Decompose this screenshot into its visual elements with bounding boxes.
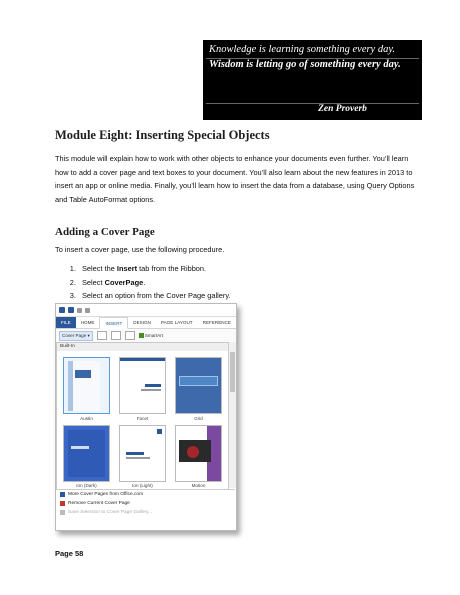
tab-page-layout: PAGE LAYOUT [160,320,193,325]
step-1 [78,262,231,276]
tab-design: DESIGN [133,320,151,325]
quote-box [203,40,422,120]
thumbnail-label: Ion (Light) [132,483,153,488]
thumbnail-grid [175,357,222,414]
menu-item-label: Save Selection to Cover Page Gallery... [68,510,153,515]
tab-file: FILE [56,317,76,328]
section-title: Adding a Cover Page [55,226,155,238]
cover-page-button: Cover Page ▾ [59,331,93,341]
ribbon-tabs [56,317,236,329]
thumbnail-label: Facet [136,416,149,421]
step-text: . [143,277,146,287]
step-text: Select an option from the Cover Page gallery. [82,291,231,300]
cover-page-gallery [56,342,229,490]
undo-icon [77,308,82,313]
steps-list [64,262,231,303]
menu-item-label: More Cover Pages from Office.com [68,492,144,497]
quick-access-toolbar [56,304,236,317]
gallery-scrollbar [228,342,236,488]
menu-item-remove-cover-page [56,499,235,508]
tab-references: REFERENCE [202,320,231,325]
step-text: tab from the Ribbon. [137,264,207,273]
save-selection-icon [60,510,65,515]
smartart-button: SmartArt [139,333,163,338]
thumbnail-facet [119,357,166,414]
thumbnail-ion-dark [63,425,110,482]
step-bold: CoverPage [104,277,144,287]
picture-icon [111,331,121,340]
shapes-icon [125,331,135,340]
thumbnail-motion [175,425,222,482]
quote-attribution: Zen Proverb [318,104,367,114]
tab-home: HOME [80,320,95,325]
thumbnail-label: Grid [194,416,203,421]
redo-icon [85,308,90,313]
tab-insert: INSERT [99,317,128,329]
save-icon [68,307,74,313]
step-text: Select the [82,264,117,273]
module-title: Module Eight: Inserting Special Objects [55,128,270,142]
ribbon [56,329,236,343]
word-icon [59,307,65,313]
thumbnail-austin [63,357,110,414]
menu-item-label: Remove Current Cover Page [68,501,130,506]
step-bold: Insert [116,264,138,273]
cover-page-screenshot [55,303,237,531]
page-number: Page 58 [55,549,84,558]
quote-line-2: Wisdom is letting go of something every day. [209,59,401,70]
thumbnail-label: Motion [191,483,206,488]
quote-divider [206,58,419,59]
table-icon [97,331,107,340]
gallery-header: Built-In [57,343,228,351]
thumbnail-ion-light [119,425,166,482]
section-lead: To insert a cover page, use the following procedure. [55,245,225,254]
thumbnail-label: Ion (Dark) [76,483,97,488]
globe-icon [60,492,65,497]
menu-item-more-cover-pages [56,490,235,499]
step-2 [78,276,231,290]
step-text: Select [82,277,105,287]
thumbnail-label: Austin [80,416,93,421]
remove-icon [60,501,65,506]
module-intro: This module will explain how to work with other objects to enhance your documents even further. You’ll learn how to add a cover page and text boxes to your document. You’ll also learn about the new features in 2013 to insert an app or online media. Finally, you’ll learn how to insert the data from a database, using Query Options and Table AutoFormat options. [55,154,415,204]
quote-line-1: Knowledge is learning something every day. [209,44,396,55]
step-3 [78,289,231,303]
menu-item-save-selection [56,508,235,517]
gallery-menu [56,489,235,530]
